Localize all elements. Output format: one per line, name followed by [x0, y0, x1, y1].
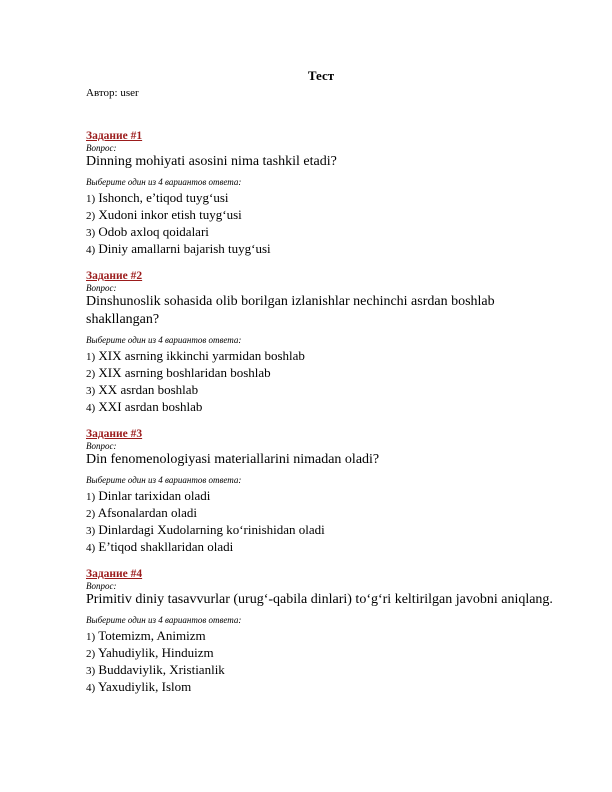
- answer-option: [86, 207, 556, 224]
- question-label: Вопрос:: [86, 581, 117, 591]
- option-number: 1): [86, 491, 96, 503]
- option-text: Totemizm, Animizm: [98, 628, 206, 643]
- answer-hint: Выберите один из 4 вариантов ответа:: [86, 177, 242, 187]
- answer-options: [86, 488, 556, 556]
- document-author: Автор: user: [86, 87, 139, 99]
- task-block: [86, 270, 556, 416]
- answer-hint: Выберите один из 4 вариантов ответа:: [86, 475, 242, 485]
- document-title: Тест: [307, 68, 335, 83]
- answer-option: [86, 348, 556, 365]
- option-number: 4): [86, 542, 96, 554]
- answer-option: [86, 224, 556, 241]
- option-number: 3): [86, 385, 96, 397]
- option-text: XIX asrning boshlaridan boshlab: [98, 365, 271, 380]
- option-number: 1): [86, 631, 96, 643]
- task-heading: Задание #4: [86, 568, 143, 580]
- option-number: 4): [86, 402, 96, 414]
- answer-options: [86, 348, 556, 416]
- option-text: Dinlardagi Xudolarning ko‘rinishidan oladi: [98, 522, 325, 537]
- answer-option: [86, 539, 556, 556]
- question-text: Dinning mohiyati asosini nima tashkil etadi?: [86, 154, 337, 169]
- option-text: Xudoni inkor etish tuyg‘usi: [98, 207, 242, 222]
- document-page: [86, 66, 556, 696]
- task-heading: Задание #1: [86, 130, 143, 142]
- answer-option: [86, 241, 556, 258]
- question-label: Вопрос:: [86, 143, 117, 153]
- option-text: Dinlar tarixidan oladi: [98, 488, 211, 503]
- answer-option: [86, 662, 556, 679]
- option-text: Ishonch, e’tiqod tuyg‘usi: [98, 190, 229, 205]
- option-number: 3): [86, 665, 96, 677]
- answer-option: [86, 382, 556, 399]
- option-number: 3): [86, 227, 96, 239]
- task-list: [86, 130, 556, 696]
- option-text: Yahudiylik, Hinduizm: [97, 645, 214, 660]
- answer-option: [86, 679, 556, 696]
- option-number: 3): [86, 525, 96, 537]
- answer-options: [86, 628, 556, 696]
- option-text: Buddaviylik, Xristianlik: [98, 662, 225, 677]
- answer-option: [86, 645, 556, 662]
- option-text: Afsonalardan oladi: [97, 505, 197, 520]
- answer-options: [86, 190, 556, 258]
- option-text: XX asrdan boshlab: [98, 382, 199, 397]
- option-number: 2): [86, 368, 96, 380]
- option-number: 2): [86, 508, 96, 520]
- option-text: Yaxudiylik, Islom: [97, 679, 192, 694]
- option-number: 2): [86, 210, 96, 222]
- option-number: 2): [86, 648, 96, 660]
- answer-hint: Выберите один из 4 вариантов ответа:: [86, 335, 242, 345]
- task-heading: Задание #3: [86, 428, 143, 440]
- question-text: Din fenomenologiyasi materiallarini nimadan oladi?: [86, 452, 380, 467]
- answer-option: [86, 190, 556, 207]
- option-text: XXI asrdan boshlab: [98, 399, 203, 414]
- task-block: [86, 568, 556, 696]
- question-text: Primitiv diniy tasavvurlar (urug‘-qabila dinlari) to‘g‘ri keltirilgan javobni aniqlang.: [86, 592, 553, 607]
- option-number: 1): [86, 193, 96, 205]
- question-text: Dinshunoslik sohasida olib borilgan izlanishlar nechinchi asrdan boshlab shakllangan?: [86, 294, 495, 327]
- option-number: 1): [86, 351, 96, 363]
- option-text: E’tiqod shakllaridan oladi: [98, 539, 234, 554]
- option-text: Diniy amallarni bajarish tuyg‘usi: [98, 241, 271, 256]
- question-label: Вопрос:: [86, 441, 117, 451]
- option-number: 4): [86, 244, 96, 256]
- option-number: 4): [86, 682, 96, 694]
- task-block: [86, 428, 556, 556]
- option-text: XIX asrning ikkinchi yarmidan boshlab: [98, 348, 305, 363]
- answer-option: [86, 365, 556, 382]
- task-heading: Задание #2: [86, 270, 143, 282]
- answer-option: [86, 522, 556, 539]
- answer-option: [86, 399, 556, 416]
- answer-option: [86, 505, 556, 522]
- question-label: Вопрос:: [86, 283, 117, 293]
- option-text: Odob axloq qoidalari: [98, 224, 209, 239]
- task-block: [86, 130, 556, 258]
- answer-option: [86, 488, 556, 505]
- answer-hint: Выберите один из 4 вариантов ответа:: [86, 615, 242, 625]
- answer-option: [86, 628, 556, 645]
